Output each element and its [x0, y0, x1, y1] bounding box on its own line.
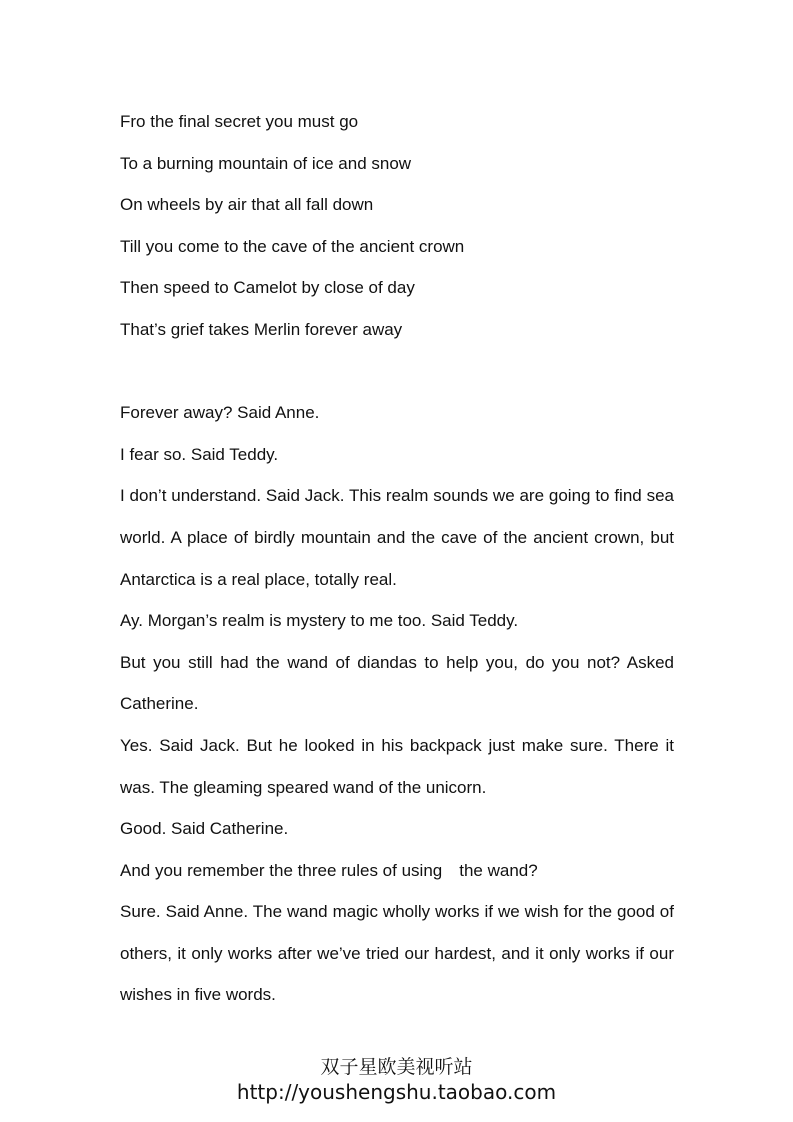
poem-line: Fro the final secret you must go [120, 112, 359, 131]
paragraph: Good. Said Catherine. [120, 819, 289, 839]
paragraph: Ay. Morgan’s realm is mystery to me too. Said Teddy. [120, 611, 519, 631]
paragraph: But you still had the wand of diandas to help you, do you not? Asked Catherine. [120, 652, 674, 714]
paragraph: And you remember the three rules of using the wand? [120, 860, 538, 880]
blank-line [120, 351, 674, 393]
poem-line: Till you come to the cave of the ancient crown [120, 236, 465, 256]
document-body [120, 101, 674, 1016]
poem-line: That’s grief takes Merlin forever away [120, 319, 403, 339]
footer-watermark-url: http://youshengshu.taobao.com [236, 1080, 557, 1104]
poem-line: To a burning mountain of ice and snow [120, 153, 412, 173]
poem-line: Then speed to Camelot by close of day [120, 278, 415, 298]
paragraph: I fear so. Said Teddy. [120, 444, 279, 464]
poem-line: On wheels by air that all fall down [120, 195, 374, 215]
paragraph: Yes. Said Jack. But he looked in his backpack just make sure. There it was. The gleaming speared wand of the unicorn. [120, 735, 674, 797]
paragraph: Sure. Said Anne. The wand magic wholly works if we wish for the good of others, it only works after we’ve tried our hardest, and it only works if our wishes in five words. [120, 902, 674, 1005]
footer-watermark-title: 双子星欧美视听站 [320, 1056, 473, 1078]
paragraph: Forever away? Said Anne. [120, 403, 320, 423]
paragraph: I don’t understand. Said Jack. This realm sounds we are going to find sea world. A place of birdly mountain and the cave of the ancient crown, but Antarctica is a real place, totally real. [120, 486, 674, 589]
